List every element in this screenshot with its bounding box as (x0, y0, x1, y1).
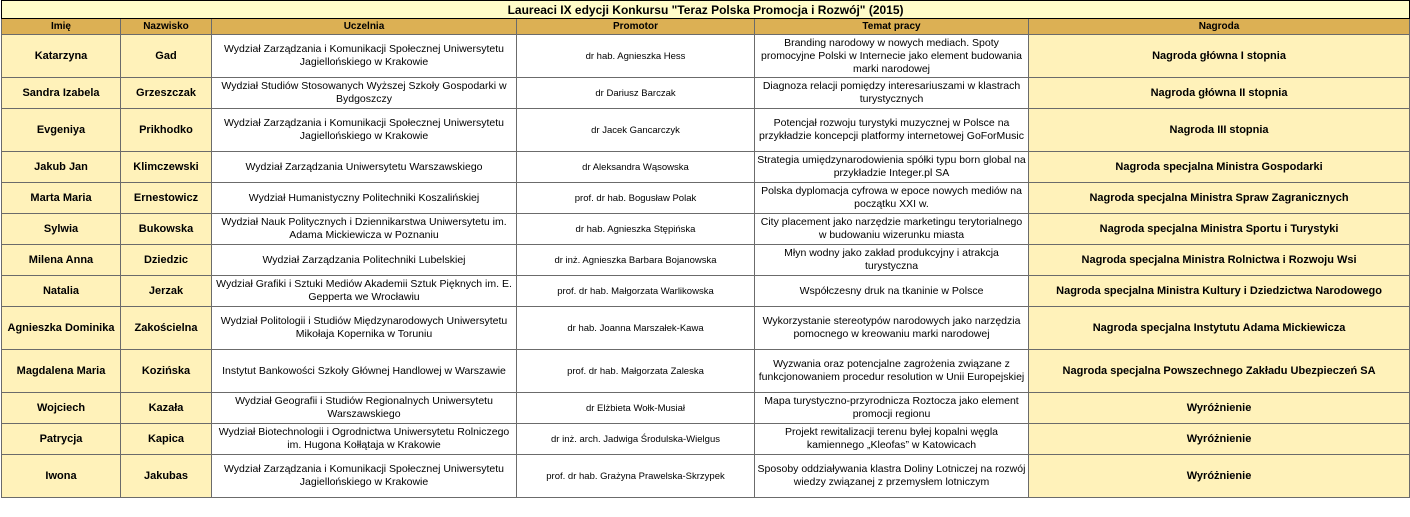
table-row (2, 424, 1410, 455)
cell-last-name: Jerzak (121, 276, 212, 307)
table-row (2, 78, 1410, 109)
header-row (2, 19, 1410, 35)
table-row (2, 455, 1410, 498)
cell-supervisor: prof. dr hab. Bogusław Polak (517, 183, 755, 214)
cell-university: Wydział Zarządzania Politechniki Lubelskiej (212, 245, 517, 276)
cell-topic: Strategia umiędzynarodowienia spółki typu born global na przykładzie Integer.pl SA (755, 152, 1029, 183)
cell-topic: Współczesny druk na tkaninie w Polsce (755, 276, 1029, 307)
cell-supervisor: dr inż. arch. Jadwiga Środulska-Wielgus (517, 424, 755, 455)
cell-supervisor: dr Elżbieta Wołk-Musiał (517, 393, 755, 424)
cell-award: Wyróżnienie (1029, 455, 1410, 498)
title-row (2, 1, 1410, 19)
cell-supervisor: dr inż. Agnieszka Barbara Bojanowska (517, 245, 755, 276)
cell-university: Wydział Politologii i Studiów Międzynarodowych Uniwersytetu Mikołaja Kopernika w Toruniu (212, 307, 517, 350)
cell-first-name: Wojciech (2, 393, 121, 424)
cell-last-name: Kazała (121, 393, 212, 424)
cell-last-name: Prikhodko (121, 109, 212, 152)
cell-supervisor: dr hab. Agnieszka Hess (517, 35, 755, 78)
table-row (2, 214, 1410, 245)
cell-topic: Mapa turystyczno-przyrodnicza Roztocza jako element promocji regionu (755, 393, 1029, 424)
table-row (2, 276, 1410, 307)
cell-last-name: Zakościelna (121, 307, 212, 350)
cell-first-name: Natalia (2, 276, 121, 307)
cell-topic: City placement jako narzędzie marketingu terytorialnego w budowaniu wizerunku miasta (755, 214, 1029, 245)
cell-first-name: Patrycja (2, 424, 121, 455)
cell-supervisor: dr Dariusz Barczak (517, 78, 755, 109)
cell-first-name: Evgeniya (2, 109, 121, 152)
cell-award: Wyróżnienie (1029, 393, 1410, 424)
cell-supervisor: prof. dr hab. Grażyna Prawelska-Skrzypek (517, 455, 755, 498)
cell-award: Nagroda III stopnia (1029, 109, 1410, 152)
cell-topic: Wyzwania oraz potencjalne zagrożenia związane z funkcjonowaniem procedur resolution w Unii Europejskiej (755, 350, 1029, 393)
cell-award: Nagroda specjalna Ministra Sportu i Turystyki (1029, 214, 1410, 245)
cell-university: Instytut Bankowości Szkoły Głównej Handlowej w Warszawie (212, 350, 517, 393)
cell-first-name: Sandra Izabela (2, 78, 121, 109)
table-row (2, 350, 1410, 393)
cell-university: Wydział Biotechnologii i Ogrodnictwa Uniwersytetu Rolniczego im. Hugona Kołłątaja w Krakowie (212, 424, 517, 455)
cell-award: Nagroda specjalna Ministra Gospodarki (1029, 152, 1410, 183)
cell-award: Nagroda specjalna Instytutu Adama Mickiewicza (1029, 307, 1410, 350)
cell-topic: Młyn wodny jako zakład produkcyjny i atrakcja turystyczna (755, 245, 1029, 276)
cell-topic: Diagnoza relacji pomiędzy interesariuszami w klastrach turystycznych (755, 78, 1029, 109)
laureates-table (1, 0, 1410, 498)
cell-topic: Branding narodowy w nowych mediach. Spoty promocyjne Polski w Internecie jako element budowania marki narodowej (755, 35, 1029, 78)
cell-award: Nagroda specjalna Powszechnego Zakładu Ubezpieczeń SA (1029, 350, 1410, 393)
cell-last-name: Bukowska (121, 214, 212, 245)
table-row (2, 183, 1410, 214)
cell-university: Wydział Nauk Politycznych i Dziennikarstwa Uniwersytetu im. Adama Mickiewicza w Poznaniu (212, 214, 517, 245)
table-row (2, 152, 1410, 183)
header-topic: Temat pracy (755, 19, 1029, 35)
cell-first-name: Magdalena Maria (2, 350, 121, 393)
cell-topic: Potencjał rozwoju turystyki muzycznej w Polsce na przykładzie koncepcji platformy internetowej GoForMusic (755, 109, 1029, 152)
cell-university: Wydział Zarządzania i Komunikacji Społecznej Uniwersytetu Jagiellońskiego w Krakowie (212, 109, 517, 152)
cell-award: Wyróżnienie (1029, 424, 1410, 455)
cell-topic: Sposoby oddziaływania klastra Doliny Lotniczej na rozwój wiedzy związanej z przemysłem lotniczym (755, 455, 1029, 498)
header-last-name: Nazwisko (121, 19, 212, 35)
cell-supervisor: dr Aleksandra Wąsowska (517, 152, 755, 183)
cell-award: Nagroda główna I stopnia (1029, 35, 1410, 78)
cell-last-name: Grzeszczak (121, 78, 212, 109)
table-row (2, 35, 1410, 78)
cell-first-name: Sylwia (2, 214, 121, 245)
cell-topic: Polska dyplomacja cyfrowa w epoce nowych mediów na początku XXI w. (755, 183, 1029, 214)
cell-award: Nagroda specjalna Ministra Rolnictwa i Rozwoju Wsi (1029, 245, 1410, 276)
cell-supervisor: prof. dr hab. Małgorzata Zaleska (517, 350, 755, 393)
cell-supervisor: dr hab. Agnieszka Stępińska (517, 214, 755, 245)
cell-first-name: Jakub Jan (2, 152, 121, 183)
cell-topic: Wykorzystanie stereotypów narodowych jako narzędzia pomocnego w kreowaniu marki narodowej (755, 307, 1029, 350)
cell-supervisor: prof. dr hab. Małgorzata Warlikowska (517, 276, 755, 307)
cell-first-name: Agnieszka Dominika (2, 307, 121, 350)
cell-first-name: Milena Anna (2, 245, 121, 276)
cell-university: Wydział Studiów Stosowanych Wyższej Szkoły Gospodarki w Bydgoszczy (212, 78, 517, 109)
cell-last-name: Klimczewski (121, 152, 212, 183)
cell-university: Wydział Geografii i Studiów Regionalnych Uniwersytetu Warszawskiego (212, 393, 517, 424)
table-body (2, 35, 1410, 498)
cell-last-name: Kapica (121, 424, 212, 455)
cell-last-name: Gad (121, 35, 212, 78)
cell-university: Wydział Zarządzania i Komunikacji Społecznej Uniwersytetu Jagiellońskiego w Krakowie (212, 35, 517, 78)
cell-last-name: Kozińska (121, 350, 212, 393)
table-row (2, 245, 1410, 276)
cell-first-name: Marta Maria (2, 183, 121, 214)
cell-university: Wydział Humanistyczny Politechniki Koszalińskiej (212, 183, 517, 214)
cell-last-name: Ernestowicz (121, 183, 212, 214)
cell-university: Wydział Grafiki i Sztuki Mediów Akademii Sztuk Pięknych im. E. Gepperta we Wrocławiu (212, 276, 517, 307)
cell-supervisor: dr Jacek Gancarczyk (517, 109, 755, 152)
header-university: Uczelnia (212, 19, 517, 35)
cell-first-name: Iwona (2, 455, 121, 498)
cell-first-name: Katarzyna (2, 35, 121, 78)
table-row (2, 109, 1410, 152)
cell-university: Wydział Zarządzania Uniwersytetu Warszawskiego (212, 152, 517, 183)
cell-last-name: Dziedzic (121, 245, 212, 276)
header-first-name: Imię (2, 19, 121, 35)
cell-award: Nagroda specjalna Ministra Spraw Zagranicznych (1029, 183, 1410, 214)
table-row (2, 307, 1410, 350)
cell-award: Nagroda specjalna Ministra Kultury i Dziedzictwa Narodowego (1029, 276, 1410, 307)
header-award: Nagroda (1029, 19, 1410, 35)
cell-last-name: Jakubas (121, 455, 212, 498)
table-row (2, 393, 1410, 424)
cell-supervisor: dr hab. Joanna Marszałek-Kawa (517, 307, 755, 350)
header-supervisor: Promotor (517, 19, 755, 35)
cell-university: Wydział Zarządzania i Komunikacji Społecznej Uniwersytetu Jagiellońskiego w Krakowie (212, 455, 517, 498)
cell-topic: Projekt rewitalizacji terenu byłej kopalni węgla kamiennego „Kleofas” w Katowicach (755, 424, 1029, 455)
cell-award: Nagroda główna II stopnia (1029, 78, 1410, 109)
table-title: Laureaci IX edycji Konkursu "Teraz Polska Promocja i Rozwój" (2015) (2, 1, 1410, 19)
